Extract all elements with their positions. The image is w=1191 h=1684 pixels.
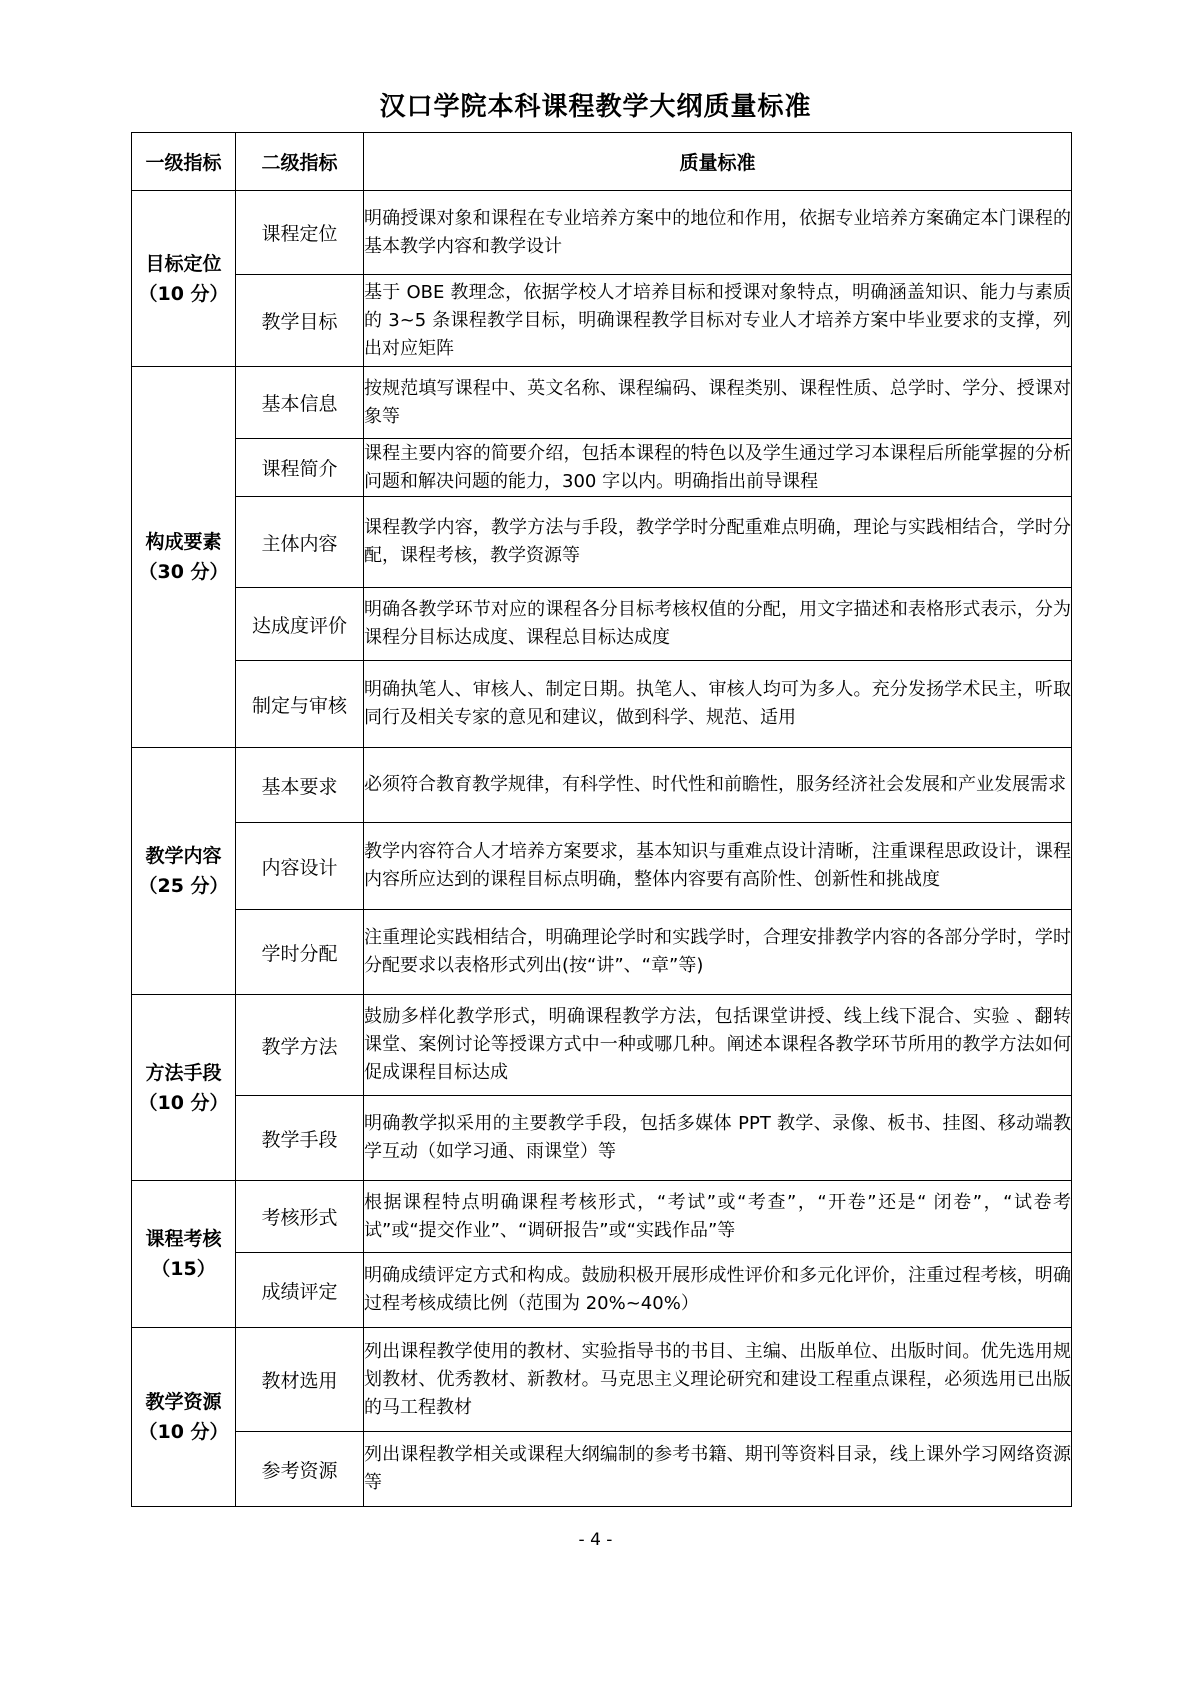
header-level1: 一级指标: [132, 133, 236, 191]
standard-cell: 教学内容符合人才培养方案要求，基本知识与重难点设计清晰，注重课程思政设计，课程内容所应达到的课程目标点明确，整体内容要有高阶性、创新性和挑战度: [364, 823, 1072, 910]
level2-cell: 主体内容: [236, 497, 364, 588]
header-standard: 质量标准: [364, 133, 1072, 191]
level1-cell: [132, 367, 236, 748]
level2-cell: 考核形式: [236, 1181, 364, 1253]
level1-name: 方法手段: [145, 1061, 222, 1084]
level1-cell: [132, 748, 236, 995]
level1-name: 构成要素: [145, 531, 222, 553]
table-row: [132, 1432, 1072, 1507]
level2-cell: 课程定位: [236, 191, 364, 275]
level1-score: （10 分）: [138, 1421, 229, 1443]
level1-cell: [132, 1328, 236, 1507]
level1-name: 目标定位: [145, 252, 222, 275]
level2-cell: 基本要求: [236, 748, 364, 823]
standard-cell: 注重理论实践相结合，明确理论学时和实践学时，合理安排教学内容的各部分学时，学时分配要求以表格形式列出(按“讲”、“章”等): [364, 910, 1072, 995]
table-row: [132, 191, 1072, 275]
level1-score: （15）: [151, 1258, 216, 1280]
table-row: [132, 823, 1072, 910]
standard-cell: 明确授课对象和课程在专业培养方案中的地位和作用，依据专业培养方案确定本门课程的基本教学内容和教学设计: [364, 191, 1072, 275]
level1-score: （10 分）: [138, 282, 229, 305]
standard-cell: 列出课程教学使用的教材、实验指导书的书目、主编、出版单位、出版时间。优先选用规划教材、优秀教材、新教材。马克思主义理论研究和建设工程重点课程，必须选用已出版的马工程教材: [364, 1328, 1072, 1432]
level1-cell: [132, 1181, 236, 1328]
level1-cell: [132, 191, 236, 367]
standard-cell: 列出课程教学相关或课程大纲编制的参考书籍、期刊等资料目录，线上课外学习网络资源等: [364, 1432, 1072, 1507]
header-level2: 二级指标: [236, 133, 364, 191]
standard-cell: 明确执笔人、审核人、制定日期。执笔人、审核人均可为多人。充分发扬学术民主，听取同行及相关专家的意见和建议，做到科学、规范、适用: [364, 661, 1072, 748]
level2-cell: 教学手段: [236, 1096, 364, 1181]
standard-cell: 明确各教学环节对应的课程各分目标考核权值的分配，用文字描述和表格形式表示，分为课程分目标达成度、课程总目标达成度: [364, 588, 1072, 661]
level1-name: 教学内容: [145, 845, 222, 867]
table-row: [132, 1181, 1072, 1253]
table-row: [132, 748, 1072, 823]
document-title: 汉口学院本科课程教学大纲质量标准: [379, 92, 812, 122]
table-row: [132, 910, 1072, 995]
table-row: [132, 1253, 1072, 1328]
level2-cell: 基本信息: [236, 367, 364, 439]
level1-cell: [132, 995, 236, 1181]
table-row: [132, 588, 1072, 661]
level2-cell: 达成度评价: [236, 588, 364, 661]
level2-cell: 教学方法: [236, 995, 364, 1096]
table-row: [132, 275, 1072, 367]
table-row: [132, 439, 1072, 497]
standard-cell: 基于 OBE 教理念，依据学校人才培养目标和授课对象特点，明确涵盖知识、能力与素质的 3~5 条课程教学目标，明确课程教学目标对专业人才培养方案中毕业要求的支撑，列出对应矩阵: [364, 275, 1072, 367]
level1-name: 教学资源: [145, 1391, 222, 1413]
table-row: [132, 661, 1072, 748]
table-header-row: [132, 133, 1072, 191]
page-number: - 4 -: [578, 1530, 613, 1550]
level2-cell: 教学目标: [236, 275, 364, 367]
standard-cell: 明确教学拟采用的主要教学手段，包括多媒体 PPT 教学、录像、板书、挂图、移动端教学互动（如学习通、雨课堂）等: [364, 1096, 1072, 1181]
level2-cell: 成绩评定: [236, 1253, 364, 1328]
level1-name: 课程考核: [145, 1228, 222, 1250]
level1-score: （30 分）: [138, 561, 229, 583]
table-row: [132, 1328, 1072, 1432]
standard-cell: 鼓励多样化教学形式，明确课程教学方法，包括课堂讲授、线上线下混合、实验 、翻转课堂、案例讨论等授课方式中一种或哪几种。阐述本课程各教学环节所用的教学方法如何促成课程目标达成: [364, 995, 1072, 1096]
quality-standard-table: [131, 132, 1072, 1507]
table-row: [132, 497, 1072, 588]
level2-cell: 内容设计: [236, 823, 364, 910]
level2-cell: 参考资源: [236, 1432, 364, 1507]
table-row: [132, 1096, 1072, 1181]
standard-cell: 必须符合教育教学规律，有科学性、时代性和前瞻性，服务经济社会发展和产业发展需求: [364, 748, 1072, 823]
level2-cell: 学时分配: [236, 910, 364, 995]
table-row: [132, 367, 1072, 439]
level1-score: （10 分）: [138, 1091, 229, 1114]
standard-cell: 明确成绩评定方式和构成。鼓励积极开展形成性评价和多元化评价，注重过程考核，明确过程考核成绩比例（范围为 20%~40%）: [364, 1253, 1072, 1328]
level2-cell: 课程简介: [236, 439, 364, 497]
level2-cell: 教材选用: [236, 1328, 364, 1432]
standard-cell: 根据课程特点明确课程考核形式，“考试”或“考查”，“开卷”还是“ 闭卷”，“试卷考试”或“提交作业”、“调研报告”或“实践作品”等: [364, 1181, 1072, 1253]
level2-cell: 制定与审核: [236, 661, 364, 748]
level1-score: （25 分）: [138, 875, 229, 897]
standard-cell: 按规范填写课程中、英文名称、课程编码、课程类别、课程性质、总学时、学分、授课对象等: [364, 367, 1072, 439]
table-row: [132, 995, 1072, 1096]
standard-cell: 课程主要内容的简要介绍，包括本课程的特色以及学生通过学习本课程后所能掌握的分析问题和解决问题的能力，300 字以内。明确指出前导课程: [364, 439, 1072, 497]
standard-cell: 课程教学内容，教学方法与手段，教学学时分配重难点明确，理论与实践相结合，学时分配，课程考核，教学资源等: [364, 497, 1072, 588]
